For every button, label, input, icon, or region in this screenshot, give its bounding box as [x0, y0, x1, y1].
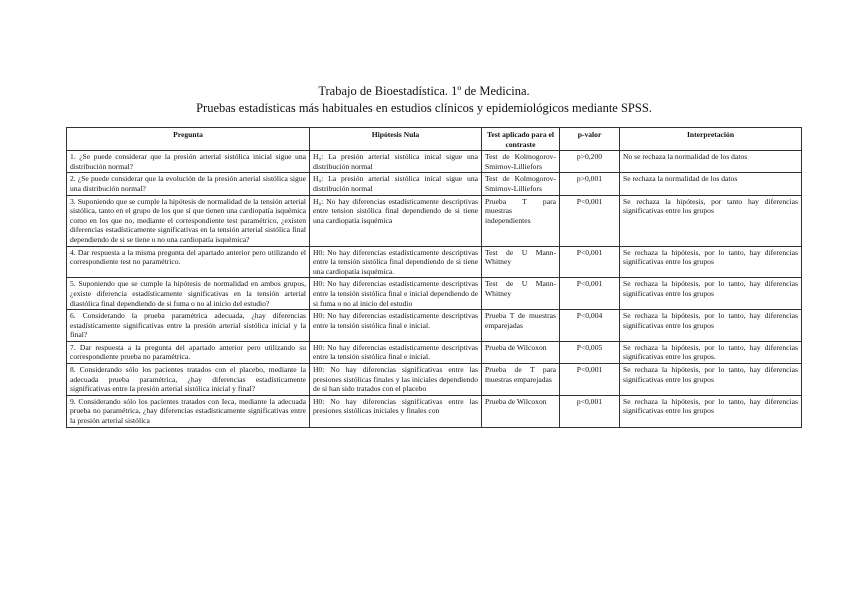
cell-test: Prueba T para muestras independientes	[482, 195, 560, 246]
statistics-table	[66, 127, 802, 428]
cell-p-valor: P<0,005	[560, 341, 620, 363]
cell-interpretacion: Se rechaza la hipótesis, por lo tanto, hay diferencias significativas entre los grupos	[620, 310, 802, 342]
table-row	[67, 173, 802, 195]
cell-p-valor: P<0,001	[560, 278, 620, 310]
cell-p-valor: P<0,001	[560, 364, 620, 396]
table-header-row	[67, 128, 802, 151]
cell-interpretacion: Se rechaza la hipótesis, por lo tanto, hay diferencias significativas entre los grupos	[620, 278, 802, 310]
cell-pregunta: 4. Dar respuesta a la misma pregunta del apartado anterior pero utilizando el correspondiente test no paramétrico.	[67, 246, 310, 278]
cell-pregunta: 9. Considerando sólo los pacientes tratados con Ieca, mediante la adecuada prueba no paramétrica, ¿hay diferencias estadísticamente significativas entre la presión arterial sistólica	[67, 395, 310, 427]
cell-test: Test de U Mann-Whitney	[482, 278, 560, 310]
cell-hipotesis: H0: No hay diferencias significativas entre las presiones sistólicas iniciales y finales con	[310, 395, 482, 427]
table-row	[67, 151, 802, 173]
column-header-interpretacion: Interpretación	[620, 128, 802, 151]
column-header-test: Test aplicado para el contraste	[482, 128, 560, 151]
cell-p-valor: P<0,001	[560, 246, 620, 278]
table-row	[67, 364, 802, 396]
cell-test: Prueba de Wilcoxon	[482, 341, 560, 363]
column-header-p-valor: p-valor	[560, 128, 620, 151]
cell-pregunta: 7. Dar respuesta a la pregunta del apartado anterior pero utilizando su correspondiente prueba no paramétrica.	[67, 341, 310, 363]
column-header-pregunta: Pregunta	[67, 128, 310, 151]
cell-hipotesis: H₀: No hay diferencias estadísticamente descriptivas entre tension sistólica final dependiendo de si tiene una cardiopatía isquémica	[310, 195, 482, 246]
cell-test: Test de U Mann-Whitney	[482, 246, 560, 278]
cell-p-valor: p>0,001	[560, 173, 620, 195]
cell-hipotesis: H0: No hay diferencias estadísticamente descriptivas entre la tensión sistólica final dependiendo de si tiene una cardiopatía isquémica.	[310, 246, 482, 278]
cell-interpretacion: Se rechaza la hipótesis, por lo tanto, hay diferencias significativas entre los grupos	[620, 395, 802, 427]
cell-test: Test de Kolmogorov-Smirnov-Lilliefors	[482, 151, 560, 173]
table-row	[67, 246, 802, 278]
cell-hipotesis: H₀: La presión arterial sistólica inical sigue una distribución normal	[310, 151, 482, 173]
cell-interpretacion: Se rechaza la hipótesis, por lo tanto, hay diferencias significativas entre los grupos	[620, 364, 802, 396]
cell-p-valor: P<0,001	[560, 195, 620, 246]
cell-test: Prueba T de muestras emparejadas	[482, 310, 560, 342]
table-row	[67, 341, 802, 363]
table-row	[67, 278, 802, 310]
cell-interpretacion: Se rechaza la hipótesis, por tanto hay diferencias significativas entre los grupos	[620, 195, 802, 246]
cell-hipotesis: H0: No hay diferencias estadísticamente descriptivas entre la tensión sistólica final e inicial.	[310, 341, 482, 363]
cell-pregunta: 8. Considerando sólo los pacientes tratados con el placebo, mediante la adecuada prueba paramétrica, ¿hay diferencias estadísticamente significativas entre la presión arterial sistólica inicial y final?	[67, 364, 310, 396]
cell-hipotesis: H0: No hay diferencias estadísticamente descriptivas entre la tensión sistólica final e inicial dependiendo de si fuma o no al inicio del estudio	[310, 278, 482, 310]
table-row	[67, 310, 802, 342]
cell-pregunta: 5. Suponiendo que se cumple la hipótesis de normalidad en ambos grupos, ¿existe diferencia estadísticamente significativas en la tensión arterial diastólica final dependiendo de si fuma o no al inicio del estudio?	[67, 278, 310, 310]
cell-p-valor: p>0,200	[560, 151, 620, 173]
cell-pregunta: 1. ¿Se puede considerar que la presión arterial sistólica inicial sigue una distribución normal?	[67, 151, 310, 173]
cell-pregunta: 2. ¿Se puede considerar que la evolución de la presión arterial sistólica sigue una distribución normal?	[67, 173, 310, 195]
cell-interpretacion: Se rechaza la hipótesis, por lo tanto, hay diferencias significativas entre los grupos.	[620, 341, 802, 363]
cell-interpretacion: No se rechaza la normalidad de los datos	[620, 151, 802, 173]
cell-test: Prueba de T para muestras emparejadas	[482, 364, 560, 396]
column-header-hipotesis: Hipótesis Nula	[310, 128, 482, 151]
cell-test: Test de Kolmogorov-Smirnov-Lilliefors	[482, 173, 560, 195]
document-subtitle: Pruebas estadísticas más habituales en estudios clínicos y epidemiológicos mediante SPSS.	[196, 101, 652, 115]
cell-p-valor: p<0,001	[560, 395, 620, 427]
cell-p-valor: P<0,004	[560, 310, 620, 342]
cell-hipotesis: H0: No hay diferencias estadísticamente descriptivas entre la tensión sistólica final e inicial.	[310, 310, 482, 342]
cell-interpretacion: Se rechaza la normalidad de los datos	[620, 173, 802, 195]
document-title: Trabajo de Bioestadística. 1º de Medicina.	[318, 84, 530, 98]
cell-pregunta: 6. Considerando la prueba paramétrica adecuada, ¿hay diferencias estadísticamente significativas entre la presión arterial sistólica inicial y la final?	[67, 310, 310, 342]
cell-interpretacion: Se rechaza la hipótesis, por lo tanto, hay diferencias significativas entre los grupos	[620, 246, 802, 278]
cell-test: Prueba de Wilcoxon	[482, 395, 560, 427]
cell-hipotesis: H0: No hay diferencias significativas entre las presiones sistólicas finales y las iniciales dependiendo de si han sido tratados con el placebo	[310, 364, 482, 396]
cell-hipotesis: H₀: La presión arterial sistólica inical sigue una distribución normal	[310, 173, 482, 195]
cell-pregunta: 3. Suponiendo que se cumple la hipótesis de normalidad de la tensión arterial sistólica, tanto en el grupo de los que sí que tienen una cardiopatía isquémica como en los que no, mediante el correspondiente test paramétrico, ¿existen diferencias estadísticamente significativas en la tensión arterial sistólica final dependiendo de si se tiene o no una cardiopatía isquémica?	[67, 195, 310, 246]
table-row	[67, 395, 802, 427]
table-row	[67, 195, 802, 246]
